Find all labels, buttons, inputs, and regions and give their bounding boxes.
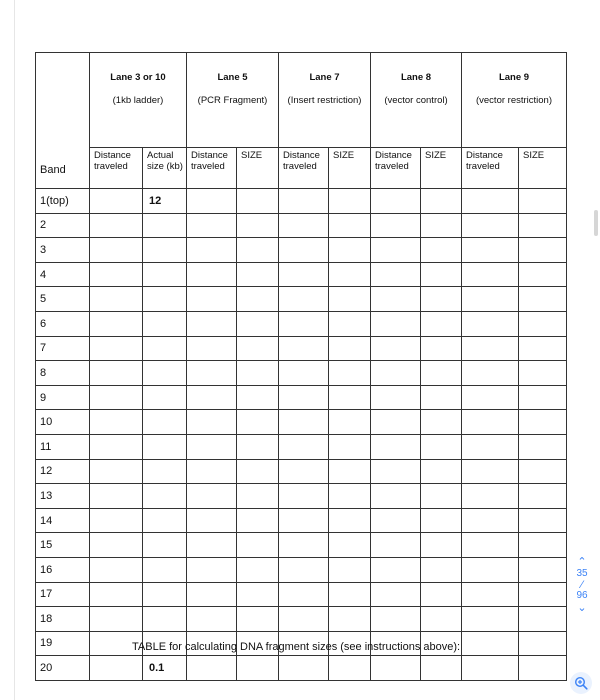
band-label: 14	[36, 508, 90, 533]
table-cell[interactable]	[421, 656, 462, 681]
lane-subtitle-5: (PCR Fragment)	[197, 95, 268, 106]
table-cell[interactable]	[143, 557, 187, 582]
table-cell[interactable]	[279, 262, 329, 287]
table-cell[interactable]	[371, 557, 421, 582]
table-cell[interactable]	[279, 238, 329, 263]
table-cell[interactable]	[187, 557, 237, 582]
table-cell[interactable]	[371, 385, 421, 410]
band-rows	[36, 189, 567, 681]
table-cell[interactable]	[519, 311, 567, 336]
table-cell[interactable]	[187, 336, 237, 361]
table-cell[interactable]	[462, 311, 519, 336]
band-label: 12	[36, 459, 90, 484]
table-cell[interactable]	[143, 238, 187, 263]
page-separator: ⁄	[581, 579, 583, 591]
table-cell[interactable]	[462, 508, 519, 533]
table-cell[interactable]	[519, 607, 567, 632]
table-cell[interactable]	[519, 336, 567, 361]
table-cell[interactable]	[90, 189, 143, 214]
table-cell[interactable]	[462, 361, 519, 386]
table-cell[interactable]	[329, 508, 371, 533]
table-cell[interactable]	[371, 410, 421, 435]
lane8-size-header-cell	[421, 148, 462, 189]
table-cell[interactable]	[519, 287, 567, 312]
band-header: Band	[40, 164, 66, 176]
table-cell[interactable]	[421, 213, 462, 238]
band-label: 18	[36, 607, 90, 632]
table-cell[interactable]	[329, 213, 371, 238]
band-label: 5	[36, 287, 90, 312]
table-cell[interactable]	[237, 434, 279, 459]
table-cell[interactable]	[143, 262, 187, 287]
table-cell[interactable]	[187, 385, 237, 410]
table-cell[interactable]	[329, 557, 371, 582]
lane-title-ladder: Lane 3 or 10	[110, 72, 166, 83]
table-cell[interactable]	[421, 533, 462, 558]
table-cell[interactable]	[371, 434, 421, 459]
table-cell[interactable]	[371, 189, 421, 214]
table-cell[interactable]	[143, 607, 187, 632]
table-cell[interactable]	[329, 410, 371, 435]
table-row	[36, 484, 567, 509]
band-label: 10	[36, 410, 90, 435]
table-cell[interactable]	[329, 533, 371, 558]
zoom-button[interactable]	[570, 672, 592, 694]
band-label: 4	[36, 262, 90, 287]
chevron-up-icon[interactable]: ⌃	[577, 556, 587, 568]
table-row	[36, 410, 567, 435]
table-cell[interactable]	[279, 557, 329, 582]
table-cell[interactable]	[143, 582, 187, 607]
band-label: 1(top)	[36, 189, 90, 214]
table-row	[36, 238, 567, 263]
table-row	[36, 385, 567, 410]
table-cell[interactable]	[279, 189, 329, 214]
table-cell[interactable]	[90, 213, 143, 238]
lane-title-8: Lane 8	[400, 72, 432, 83]
table-cell[interactable]	[279, 656, 329, 681]
table-cell[interactable]	[462, 287, 519, 312]
table-cell[interactable]	[329, 582, 371, 607]
lane-header-row	[36, 53, 567, 148]
table-cell[interactable]	[237, 557, 279, 582]
table-cell[interactable]	[462, 238, 519, 263]
lane-subtitle-ladder: (1kb ladder)	[112, 95, 164, 106]
band-label: 6	[36, 311, 90, 336]
table-cell[interactable]	[519, 361, 567, 386]
table-cell[interactable]	[421, 361, 462, 386]
band-label: 13	[36, 484, 90, 509]
table-cell[interactable]	[519, 213, 567, 238]
lane8-size-header: SIZE	[425, 150, 447, 161]
table-row	[36, 533, 567, 558]
table-cell[interactable]	[462, 582, 519, 607]
band-label: 20	[36, 656, 90, 681]
table-cell[interactable]	[279, 582, 329, 607]
table-cell[interactable]	[329, 607, 371, 632]
table-cell[interactable]	[329, 262, 371, 287]
table-cell[interactable]	[279, 287, 329, 312]
table-cell[interactable]	[187, 189, 237, 214]
table-cell[interactable]	[187, 459, 237, 484]
zoom-in-icon	[574, 676, 588, 690]
table-cell[interactable]	[143, 484, 187, 509]
table-cell[interactable]	[187, 434, 237, 459]
table-cell[interactable]	[371, 336, 421, 361]
table-cell[interactable]	[371, 459, 421, 484]
band-label: 16	[36, 557, 90, 582]
table-cell[interactable]	[237, 336, 279, 361]
table-cell[interactable]	[421, 459, 462, 484]
table-row	[36, 262, 567, 287]
table-cell[interactable]	[237, 189, 279, 214]
table-cell[interactable]	[462, 189, 519, 214]
table-cell[interactable]	[371, 582, 421, 607]
band-label: 7	[36, 336, 90, 361]
band-header-cell	[36, 53, 90, 189]
table-cell[interactable]	[279, 336, 329, 361]
table-cell[interactable]	[279, 213, 329, 238]
table-cell[interactable]	[279, 484, 329, 509]
lane7-size-header: SIZE	[333, 150, 355, 161]
table-cell[interactable]	[90, 484, 143, 509]
table-cell[interactable]	[329, 287, 371, 312]
table-cell[interactable]	[421, 385, 462, 410]
lane5-distance-header-cell	[187, 148, 237, 189]
lane-title-9: Lane 9	[498, 72, 530, 83]
table-cell[interactable]	[519, 434, 567, 459]
table-cell[interactable]	[90, 607, 143, 632]
band-label: 2	[36, 213, 90, 238]
table-cell[interactable]	[421, 484, 462, 509]
table-cell[interactable]	[421, 607, 462, 632]
lane5-distance-header: Distance traveled	[191, 150, 228, 172]
table-cell[interactable]	[187, 508, 237, 533]
table-cell[interactable]	[187, 410, 237, 435]
table-cell[interactable]	[237, 533, 279, 558]
table-row	[36, 189, 567, 214]
table-caption: TABLE for calculating DNA fragment sizes (see instructions above):	[132, 641, 461, 653]
table-cell[interactable]	[143, 508, 187, 533]
lane7-distance-header: Distance traveled	[283, 150, 320, 172]
table-cell[interactable]	[187, 533, 237, 558]
ladder-distance-header: Distance traveled	[94, 150, 131, 172]
table-row	[36, 607, 567, 632]
table-cell[interactable]	[462, 434, 519, 459]
table-cell[interactable]	[237, 656, 279, 681]
table-cell[interactable]	[187, 262, 237, 287]
lane9-size-header-cell	[519, 148, 567, 189]
table-cell[interactable]	[421, 287, 462, 312]
table-cell[interactable]	[143, 361, 187, 386]
table-cell[interactable]	[187, 213, 237, 238]
table-cell[interactable]	[421, 410, 462, 435]
table-cell[interactable]	[519, 238, 567, 263]
table-cell[interactable]	[90, 385, 143, 410]
table-cell[interactable]	[237, 287, 279, 312]
band-label: 8	[36, 361, 90, 386]
table-cell[interactable]	[421, 189, 462, 214]
lane9-distance-header: Distance traveled	[466, 150, 503, 172]
lane-header-7	[279, 53, 371, 148]
table-cell[interactable]	[90, 361, 143, 386]
table-cell[interactable]	[143, 434, 187, 459]
table-cell[interactable]	[329, 385, 371, 410]
table-cell[interactable]	[279, 533, 329, 558]
table-cell[interactable]	[519, 508, 567, 533]
table-cell[interactable]	[371, 508, 421, 533]
table-cell[interactable]	[279, 459, 329, 484]
table-cell[interactable]	[187, 607, 237, 632]
table-cell[interactable]	[279, 607, 329, 632]
table-cell[interactable]	[143, 311, 187, 336]
table-cell[interactable]	[329, 238, 371, 263]
table-cell[interactable]	[371, 361, 421, 386]
dna-fragment-table	[35, 52, 567, 681]
table-cell[interactable]	[329, 656, 371, 681]
lane8-distance-header-cell	[371, 148, 421, 189]
lane7-size-header-cell	[329, 148, 371, 189]
table-cell[interactable]	[143, 287, 187, 312]
table-cell[interactable]	[519, 410, 567, 435]
page-navigator	[568, 556, 596, 640]
table-cell[interactable]	[519, 385, 567, 410]
table-cell[interactable]	[462, 459, 519, 484]
table-cell[interactable]	[462, 262, 519, 287]
table-cell[interactable]	[187, 484, 237, 509]
table-cell[interactable]	[279, 410, 329, 435]
lane-title-7: Lane 7	[309, 72, 340, 83]
table-row	[36, 557, 567, 582]
band-label: 17	[36, 582, 90, 607]
table-cell[interactable]	[279, 508, 329, 533]
total-pages: 96	[576, 590, 588, 601]
chevron-down-icon[interactable]: ⌄	[577, 602, 587, 614]
table-cell[interactable]	[519, 484, 567, 509]
lane5-size-header: SIZE	[241, 150, 263, 161]
table-cell[interactable]	[329, 311, 371, 336]
table-cell[interactable]	[90, 533, 143, 558]
table-cell[interactable]	[329, 336, 371, 361]
table-row	[36, 459, 567, 484]
table-cell[interactable]	[237, 508, 279, 533]
lane5-size-header-cell	[237, 148, 279, 189]
table-cell[interactable]	[462, 557, 519, 582]
lane7-distance-header-cell	[279, 148, 329, 189]
lane-header-9	[462, 53, 567, 148]
table-cell[interactable]	[90, 508, 143, 533]
table-row	[36, 656, 567, 681]
table-cell[interactable]	[237, 607, 279, 632]
ladder-size-header-cell	[143, 148, 187, 189]
table-cell[interactable]	[143, 336, 187, 361]
table-cell[interactable]	[90, 459, 143, 484]
table-cell[interactable]	[371, 656, 421, 681]
table-cell[interactable]	[279, 311, 329, 336]
table-cell[interactable]	[237, 238, 279, 263]
lane8-distance-header: Distance traveled	[375, 150, 412, 172]
table-cell[interactable]	[279, 361, 329, 386]
table-cell[interactable]	[329, 361, 371, 386]
page-edge	[14, 0, 15, 700]
table-cell[interactable]	[519, 557, 567, 582]
table-cell[interactable]	[421, 311, 462, 336]
table-cell[interactable]	[462, 385, 519, 410]
band-label: 19	[36, 631, 90, 656]
table-cell[interactable]	[421, 508, 462, 533]
ladder-distance-header-cell	[90, 148, 143, 189]
table-cell[interactable]	[187, 238, 237, 263]
table-cell[interactable]	[371, 607, 421, 632]
table-cell[interactable]	[421, 557, 462, 582]
table-cell[interactable]	[279, 434, 329, 459]
table-cell[interactable]	[462, 656, 519, 681]
table-cell[interactable]	[371, 311, 421, 336]
table-cell[interactable]	[90, 287, 143, 312]
band-label: 3	[36, 238, 90, 263]
ladder-size-value[interactable]: 12	[143, 189, 187, 214]
table-cell[interactable]	[371, 484, 421, 509]
table-cell[interactable]	[237, 582, 279, 607]
table-cell[interactable]	[237, 213, 279, 238]
table-cell[interactable]	[90, 238, 143, 263]
table-row	[36, 213, 567, 238]
lane-header-5	[187, 53, 279, 148]
table-cell[interactable]	[90, 434, 143, 459]
table-row	[36, 434, 567, 459]
table-cell[interactable]	[237, 311, 279, 336]
table-cell[interactable]	[421, 582, 462, 607]
table-cell[interactable]	[90, 410, 143, 435]
table-cell[interactable]	[462, 631, 519, 656]
table-cell[interactable]	[462, 484, 519, 509]
lane9-size-header: SIZE	[523, 150, 545, 161]
lane-subtitle-8: (vector control)	[384, 95, 448, 106]
table-cell[interactable]	[329, 434, 371, 459]
lane-header-8	[371, 53, 462, 148]
table-cell[interactable]	[421, 262, 462, 287]
table-cell[interactable]	[519, 459, 567, 484]
table-cell[interactable]	[519, 582, 567, 607]
table-row	[36, 508, 567, 533]
table-cell[interactable]	[143, 385, 187, 410]
lane-title-5: Lane 5	[217, 72, 248, 83]
table-cell[interactable]	[519, 656, 567, 681]
lane-subtitle-9: (vector restriction)	[475, 95, 552, 106]
table-cell[interactable]	[90, 262, 143, 287]
ladder-size-header: Actual size (kb)	[147, 150, 183, 172]
ladder-size-value[interactable]: 0.1	[143, 656, 187, 681]
table-cell[interactable]	[519, 189, 567, 214]
table-cell[interactable]	[143, 459, 187, 484]
band-label: 15	[36, 533, 90, 558]
table-cell[interactable]	[143, 410, 187, 435]
table-row	[36, 336, 567, 361]
column-header-row	[36, 148, 567, 189]
table-cell[interactable]	[371, 213, 421, 238]
table-cell[interactable]	[462, 607, 519, 632]
table-cell[interactable]	[421, 238, 462, 263]
table-cell[interactable]	[237, 385, 279, 410]
table-cell[interactable]	[462, 410, 519, 435]
table-cell[interactable]	[90, 336, 143, 361]
table-cell[interactable]	[143, 213, 187, 238]
table-cell[interactable]	[329, 459, 371, 484]
table-cell[interactable]	[143, 533, 187, 558]
table-cell[interactable]	[90, 311, 143, 336]
table-cell[interactable]	[462, 336, 519, 361]
table-cell[interactable]	[519, 533, 567, 558]
table-cell[interactable]	[187, 287, 237, 312]
table-row	[36, 361, 567, 386]
table-cell[interactable]	[237, 410, 279, 435]
table-cell[interactable]	[237, 262, 279, 287]
table-cell[interactable]	[421, 434, 462, 459]
table-cell[interactable]	[519, 631, 567, 656]
table-cell[interactable]	[279, 385, 329, 410]
table-cell[interactable]	[187, 311, 237, 336]
table-cell[interactable]	[237, 361, 279, 386]
table-cell[interactable]	[329, 189, 371, 214]
current-page: 35	[576, 568, 588, 579]
table-cell[interactable]	[329, 484, 371, 509]
table-cell[interactable]	[90, 656, 143, 681]
table-cell[interactable]	[90, 582, 143, 607]
band-label: 11	[36, 434, 90, 459]
table-cell[interactable]	[519, 262, 567, 287]
table-cell[interactable]	[371, 533, 421, 558]
lane9-distance-header-cell	[462, 148, 519, 189]
table-cell[interactable]	[371, 262, 421, 287]
table-cell[interactable]	[237, 484, 279, 509]
table-cell[interactable]	[187, 656, 237, 681]
table-cell[interactable]	[371, 238, 421, 263]
table-cell[interactable]	[462, 533, 519, 558]
table-cell[interactable]	[90, 557, 143, 582]
table-cell[interactable]	[187, 361, 237, 386]
table-cell[interactable]	[371, 287, 421, 312]
table-cell[interactable]	[421, 336, 462, 361]
table-row	[36, 311, 567, 336]
lane-header-ladder	[90, 53, 187, 148]
scrollbar-thumb[interactable]	[594, 210, 598, 236]
table-row	[36, 582, 567, 607]
lane-subtitle-7: (Insert restriction)	[287, 95, 362, 106]
table-row	[36, 287, 567, 312]
table-cell[interactable]	[462, 213, 519, 238]
band-label: 9	[36, 385, 90, 410]
table-cell[interactable]	[237, 459, 279, 484]
table-cell[interactable]	[187, 582, 237, 607]
